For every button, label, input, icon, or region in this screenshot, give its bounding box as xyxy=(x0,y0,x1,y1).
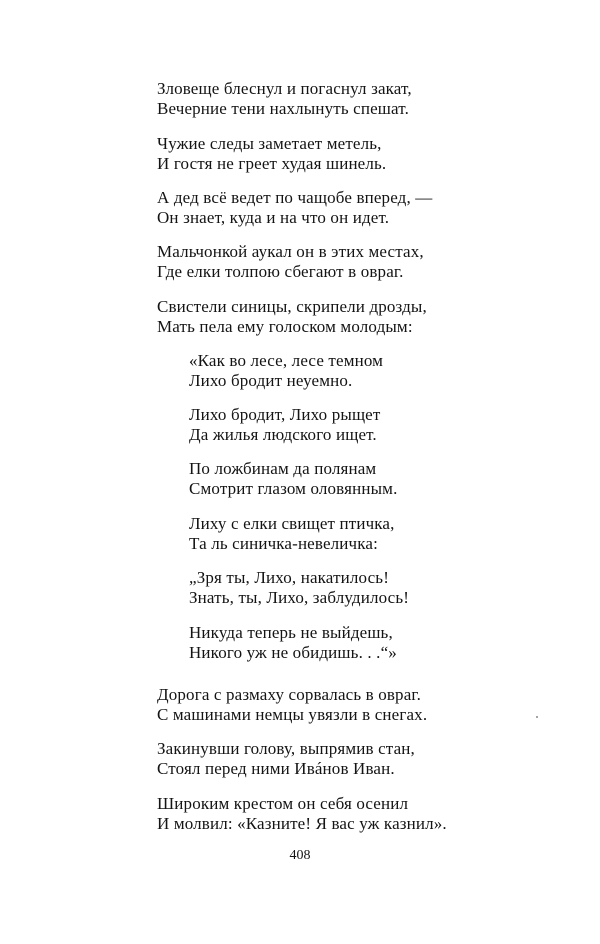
poem-line: Закинувши голову, выпрямив стан, xyxy=(157,739,415,758)
song-stanza-1 xyxy=(189,351,383,391)
poem-line: Смотрит глазом оловянным. xyxy=(189,479,398,498)
print-speck xyxy=(536,716,538,718)
poem-line: И молвил: «Казните! Я вас уж казнил». xyxy=(157,814,447,833)
stanza-7 xyxy=(157,739,415,779)
poem-line: Вечерние тени нахлынуть спешат. xyxy=(157,99,409,118)
poem-line: Лиху с елки свищет птичка, xyxy=(189,514,395,533)
song-stanza-6 xyxy=(189,623,397,663)
poem-line: „Зря ты, Лихо, накатилось! xyxy=(189,568,390,587)
poem-line: Стоял перед ними Ивáнов Иван. xyxy=(157,759,395,778)
poem-line: Он знает, куда и на что он идет. xyxy=(157,208,390,227)
poem-line: И гостя не греет худая шинель. xyxy=(157,154,387,173)
stanza-3 xyxy=(157,188,432,228)
stanza-4 xyxy=(157,242,424,282)
poem-line: С машинами немцы увязли в снегах. xyxy=(157,705,428,724)
poem-line: Та ль синичка-невеличка: xyxy=(189,534,378,553)
poem-line: По ложбинам да полянам xyxy=(189,459,377,478)
stanza-2 xyxy=(157,134,386,174)
stanza-6 xyxy=(157,685,427,725)
poem-line: Дорога с размаху сорвалась в овраг. xyxy=(157,685,421,704)
poem-line: Свистели синицы, скрипели дрозды, xyxy=(157,297,427,316)
poem-line: Где елки толпою сбегают в овраг. xyxy=(157,262,404,281)
poem-line: Зловеще блеснул и погаснул закат, xyxy=(157,79,412,98)
poem-line: Знать, ты, Лихо, заблудилось! xyxy=(189,588,410,607)
poem-line: Чужие следы заметает метель, xyxy=(157,134,382,153)
poem-line: «Как во лесе, лесе темном xyxy=(189,351,384,370)
stanza-1 xyxy=(157,79,412,119)
song-stanza-5 xyxy=(189,568,409,608)
poem-line: Никуда теперь не выйдешь, xyxy=(189,623,393,642)
page-number: 408 xyxy=(289,848,311,863)
song-stanza-2 xyxy=(189,405,380,445)
poem-line: Широким крестом он себя осенил xyxy=(157,794,409,813)
poem-line: Лихо бродит неуемно. xyxy=(189,371,353,390)
poem-line: А дед всё ведет по чащобе вперед, — xyxy=(157,188,433,207)
poem-line: Лихо бродит, Лихо рыщет xyxy=(189,405,381,424)
stanza-8 xyxy=(157,794,447,834)
poem-line: Да жилья людского ищет. xyxy=(189,425,377,444)
poem-line: Мать пела ему голоском молодым: xyxy=(157,317,413,336)
poem-line: Никого уж не обидишь. . .“» xyxy=(189,643,397,662)
stanza-5 xyxy=(157,297,427,337)
song-stanza-4 xyxy=(189,514,395,554)
poem-line: Мальчонкой аукал он в этих местах, xyxy=(157,242,424,261)
song-stanza-3 xyxy=(189,459,397,499)
